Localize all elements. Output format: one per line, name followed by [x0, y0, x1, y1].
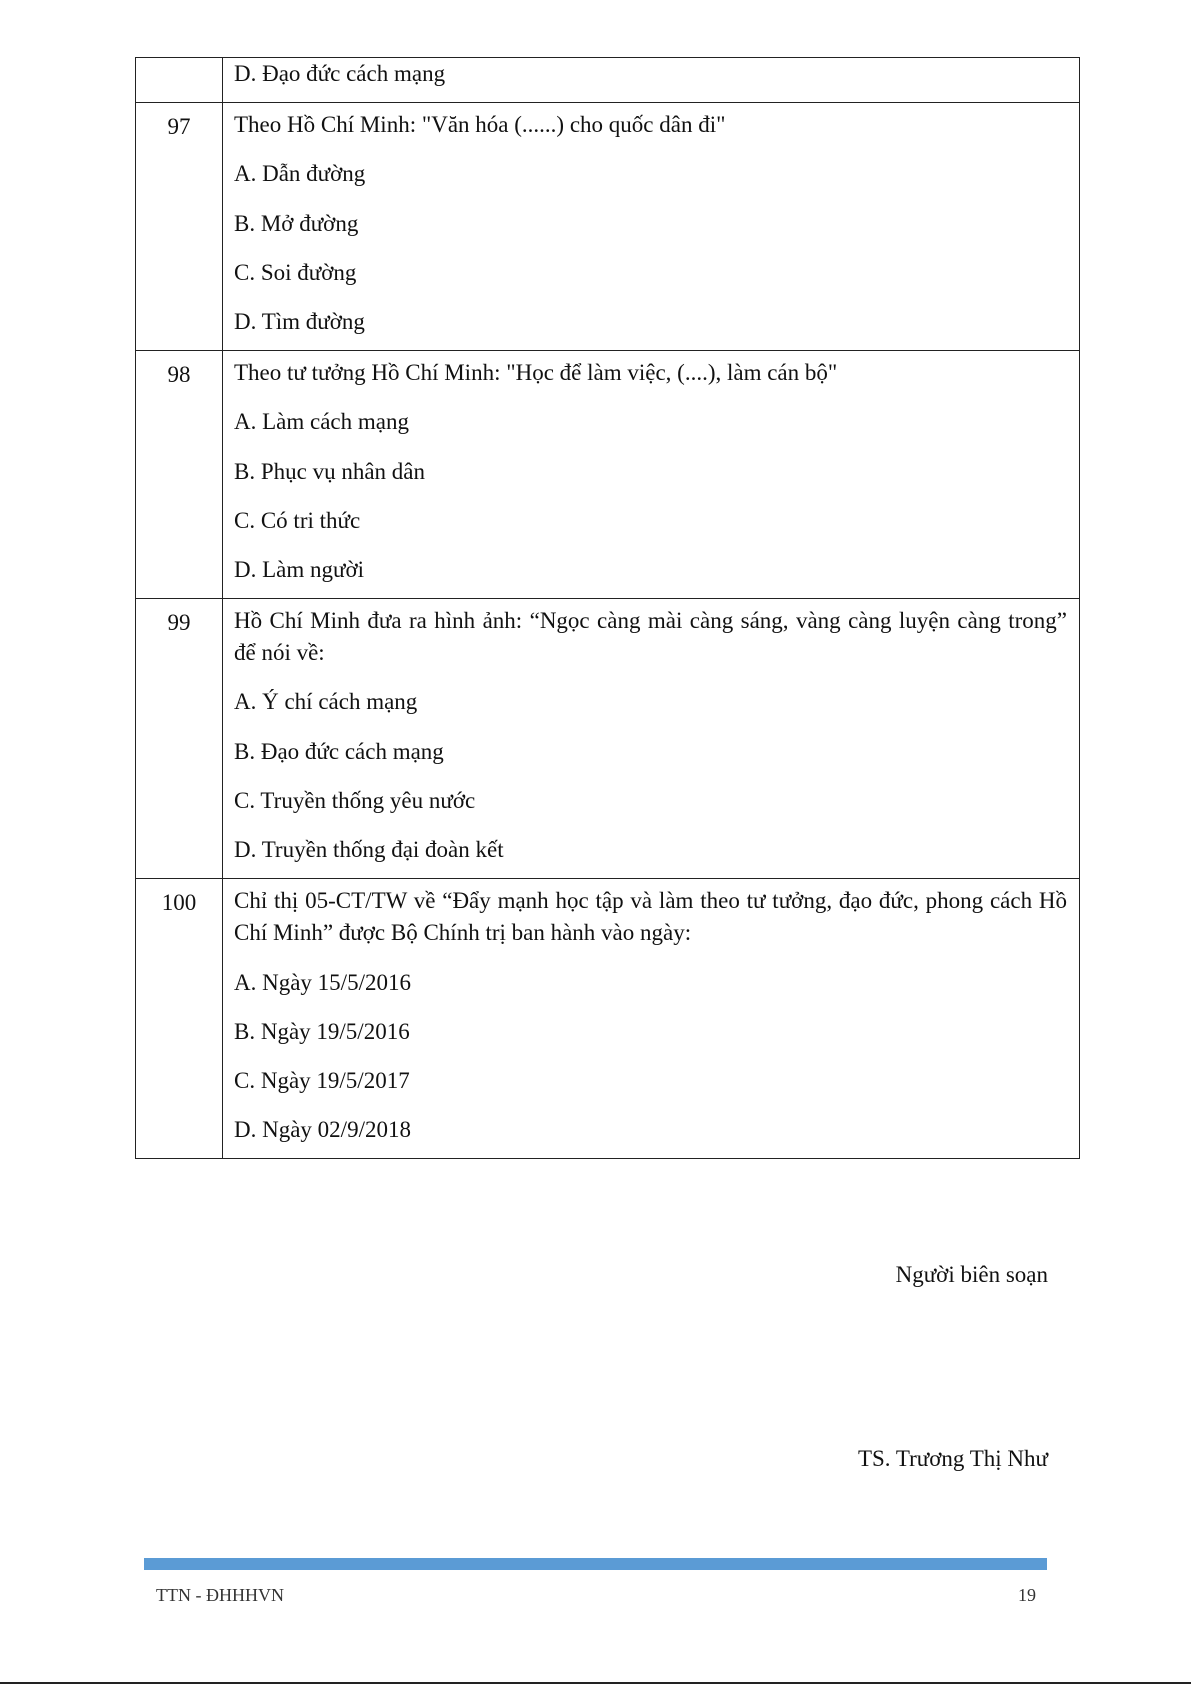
answer-option: A. Ý chí cách mạng — [234, 689, 418, 715]
signature-role: Người biên soạn — [895, 1262, 1048, 1287]
table-row — [136, 879, 1080, 1159]
footer-institution: TTN - ĐHHHVN — [156, 1585, 284, 1605]
question-number-cell — [136, 58, 223, 103]
answer-option: D. Truyền thống đại đoàn kết — [234, 837, 504, 862]
table-row — [136, 58, 1080, 103]
footer-bar — [144, 1558, 1047, 1570]
answer-option: C. Soi đường — [234, 259, 357, 285]
answer-option: D. Đạo đức cách mạng — [234, 61, 446, 86]
table-row — [136, 599, 1080, 879]
answer-option: B. Ngày 19/5/2016 — [234, 1018, 410, 1044]
signature-name: TS. Trương Thị Như — [857, 1446, 1048, 1471]
question-number: 99 — [136, 599, 223, 879]
answer-option: B. Đạo đức cách mạng — [234, 738, 444, 764]
answer-option: D. Làm người — [234, 556, 365, 582]
answer-option: C. Ngày 19/5/2017 — [234, 1067, 410, 1093]
table-row — [136, 351, 1080, 599]
question-text: Theo Hồ Chí Minh: "Văn hóa (......) cho quốc dân đi" — [234, 112, 726, 138]
answer-option: B. Mở đường — [234, 210, 359, 236]
page-number: 19 — [1018, 1585, 1036, 1605]
question-number: 97 — [136, 103, 223, 351]
answer-option: C. Có tri thức — [234, 507, 361, 533]
question-number: 100 — [136, 879, 223, 1159]
answer-option: D. Tìm đường — [234, 308, 365, 334]
question-content-cell — [223, 351, 1080, 599]
table-row — [136, 103, 1080, 351]
answer-option: C. Truyền thống yêu nước — [234, 787, 476, 813]
question-text: Chỉ thị 05-CT/TW về “Đẩy mạnh học tập và làm theo tư tưởng, đạo đức, phong cách Hồ Chí Minh” được Bộ Chính trị ban hành vào ngày: — [234, 888, 1067, 946]
question-table — [135, 57, 1080, 1159]
question-number: 98 — [136, 351, 223, 599]
question-text: Theo tư tưởng Hồ Chí Minh: "Học để làm việc, (....), làm cán bộ" — [234, 360, 838, 386]
answer-option: D. Ngày 02/9/2018 — [234, 1117, 411, 1143]
page-bottom-divider — [0, 1682, 1191, 1684]
answer-option: A. Ngày 15/5/2016 — [234, 969, 411, 995]
answer-option: B. Phục vụ nhân dân — [234, 458, 426, 484]
question-text: Hồ Chí Minh đưa ra hình ảnh: “Ngọc càng mài càng sáng, vàng càng luyện càng trong” để nói về: — [234, 608, 1067, 666]
question-content-cell — [223, 879, 1080, 1159]
question-content-cell — [223, 103, 1080, 351]
question-content-cell — [223, 58, 1080, 103]
answer-option: A. Dẫn đường — [234, 161, 366, 187]
question-content-cell — [223, 599, 1080, 879]
answer-option: A. Làm cách mạng — [234, 409, 409, 435]
